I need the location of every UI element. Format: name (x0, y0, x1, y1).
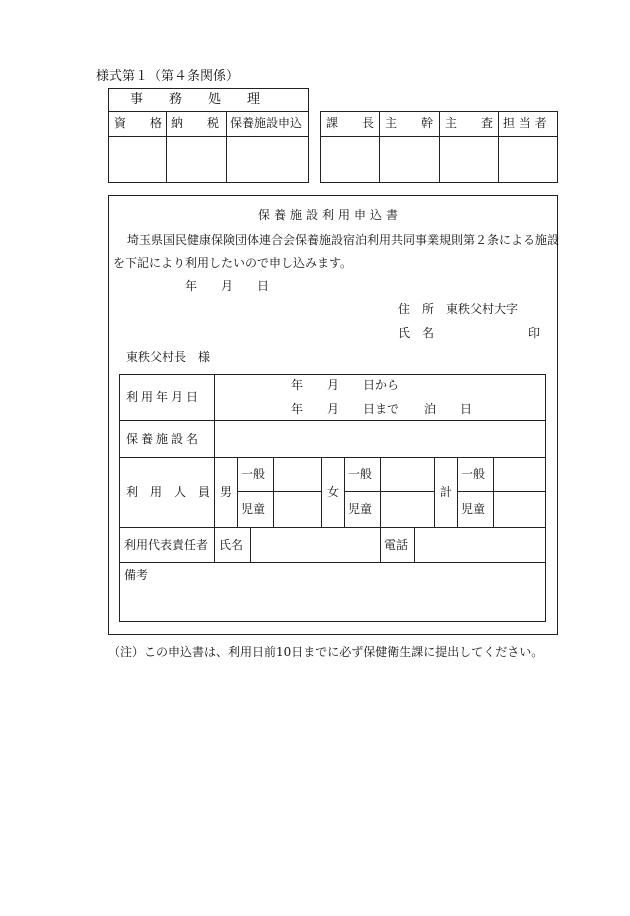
approval-col-staff: 担 当 者 (503, 116, 547, 130)
people-label: 利 用 人 員 (126, 485, 211, 499)
people-total-split (457, 491, 546, 492)
male-cat-divider (273, 457, 274, 527)
office-header: 事 務 処 理 (130, 92, 261, 107)
approval-col-divider-3 (498, 111, 499, 183)
office-col-qualification: 資 格 (114, 116, 163, 130)
use-date-to[interactable]: 年 月 日まで (291, 402, 400, 416)
female-label-divider (344, 457, 345, 527)
rep-phone-label-divider (414, 527, 415, 562)
total-cat-divider (493, 457, 494, 527)
rep-name-field[interactable] (252, 529, 378, 560)
address-label: 住 所 (398, 302, 435, 316)
addressee: 東秩父村長 様 (126, 350, 211, 364)
office-col-divider-2 (226, 111, 227, 183)
row-divider-facility (119, 457, 546, 458)
male-label-divider (237, 457, 238, 527)
footnote: （注）この申込書は、利用日前10日までに必ず保健衛生課に提出してください。 (108, 645, 544, 659)
approval-col-inspector: 主 査 (445, 116, 494, 130)
total-child-count[interactable] (495, 493, 544, 525)
male-end-divider (321, 457, 322, 527)
total-general-label: 一般 (461, 467, 486, 481)
female-label: 女 (327, 485, 340, 499)
facility-label: 保養施設名 (126, 432, 202, 446)
female-child-count[interactable] (382, 493, 432, 525)
female-child-label: 児童 (348, 502, 373, 516)
row-divider-rep (119, 562, 546, 563)
female-end-divider (434, 457, 435, 527)
total-general-count[interactable] (495, 459, 544, 489)
application-date: 年 月 日 (185, 279, 270, 293)
application-body-line2: を下記により利用したいので申し込みます。 (113, 256, 353, 270)
male-label: 男 (220, 485, 233, 499)
address-value: 東秩父村大字 (446, 302, 519, 316)
approval-col-section-chief: 課 長 (326, 116, 375, 130)
rep-phone-field[interactable] (416, 529, 544, 560)
total-child-label: 児童 (461, 502, 486, 516)
remarks-field[interactable] (121, 584, 544, 620)
row-divider-date (119, 420, 546, 421)
use-date-from[interactable]: 年 月 日から (291, 378, 400, 392)
office-columns-divider (108, 136, 309, 137)
label-column-divider (214, 374, 215, 562)
rep-name-label-divider (250, 527, 251, 562)
application-body-line1: 埼玉県国民健康保険団体連合会保養施設宿泊利用共同事業規則第２条による施設 (127, 233, 560, 247)
office-col-tax: 納 税 (171, 116, 220, 130)
female-general-label: 一般 (348, 467, 373, 481)
seal-mark: 印 (528, 326, 541, 340)
remarks-label: 備考 (124, 568, 149, 582)
approval-col-divider-1 (379, 111, 380, 183)
people-female-split (344, 491, 434, 492)
office-col-divider-1 (166, 111, 167, 183)
name-label: 氏 名 (398, 326, 435, 340)
total-label: 計 (440, 485, 453, 499)
office-col-facility-application: 保養施設申込 (230, 116, 303, 130)
rep-phone-label: 電話 (384, 538, 409, 552)
approval-col-divider-2 (439, 111, 440, 183)
facility-name-field[interactable] (216, 422, 544, 455)
row-divider-people (119, 527, 546, 528)
male-child-label: 児童 (241, 502, 266, 516)
total-label-divider (457, 457, 458, 527)
form-label: 様式第１（第４条関係） (96, 69, 240, 84)
people-male-split (237, 491, 321, 492)
application-title: 保養施設利用申込書 (258, 208, 403, 222)
office-header-divider (108, 111, 309, 112)
male-child-count[interactable] (275, 493, 319, 525)
approval-col-chief-officer: 主 幹 (385, 116, 434, 130)
female-general-count[interactable] (382, 459, 432, 489)
nights-label[interactable]: 泊 日 (424, 402, 473, 416)
rep-phone-start-divider (380, 527, 381, 562)
rep-name-label: 氏名 (219, 538, 244, 552)
rep-label: 利用代表責任者 (124, 538, 209, 552)
male-general-label: 一般 (241, 467, 266, 481)
male-general-count[interactable] (275, 459, 319, 489)
female-cat-divider (380, 457, 381, 527)
use-date-label: 利用年月日 (126, 390, 202, 404)
